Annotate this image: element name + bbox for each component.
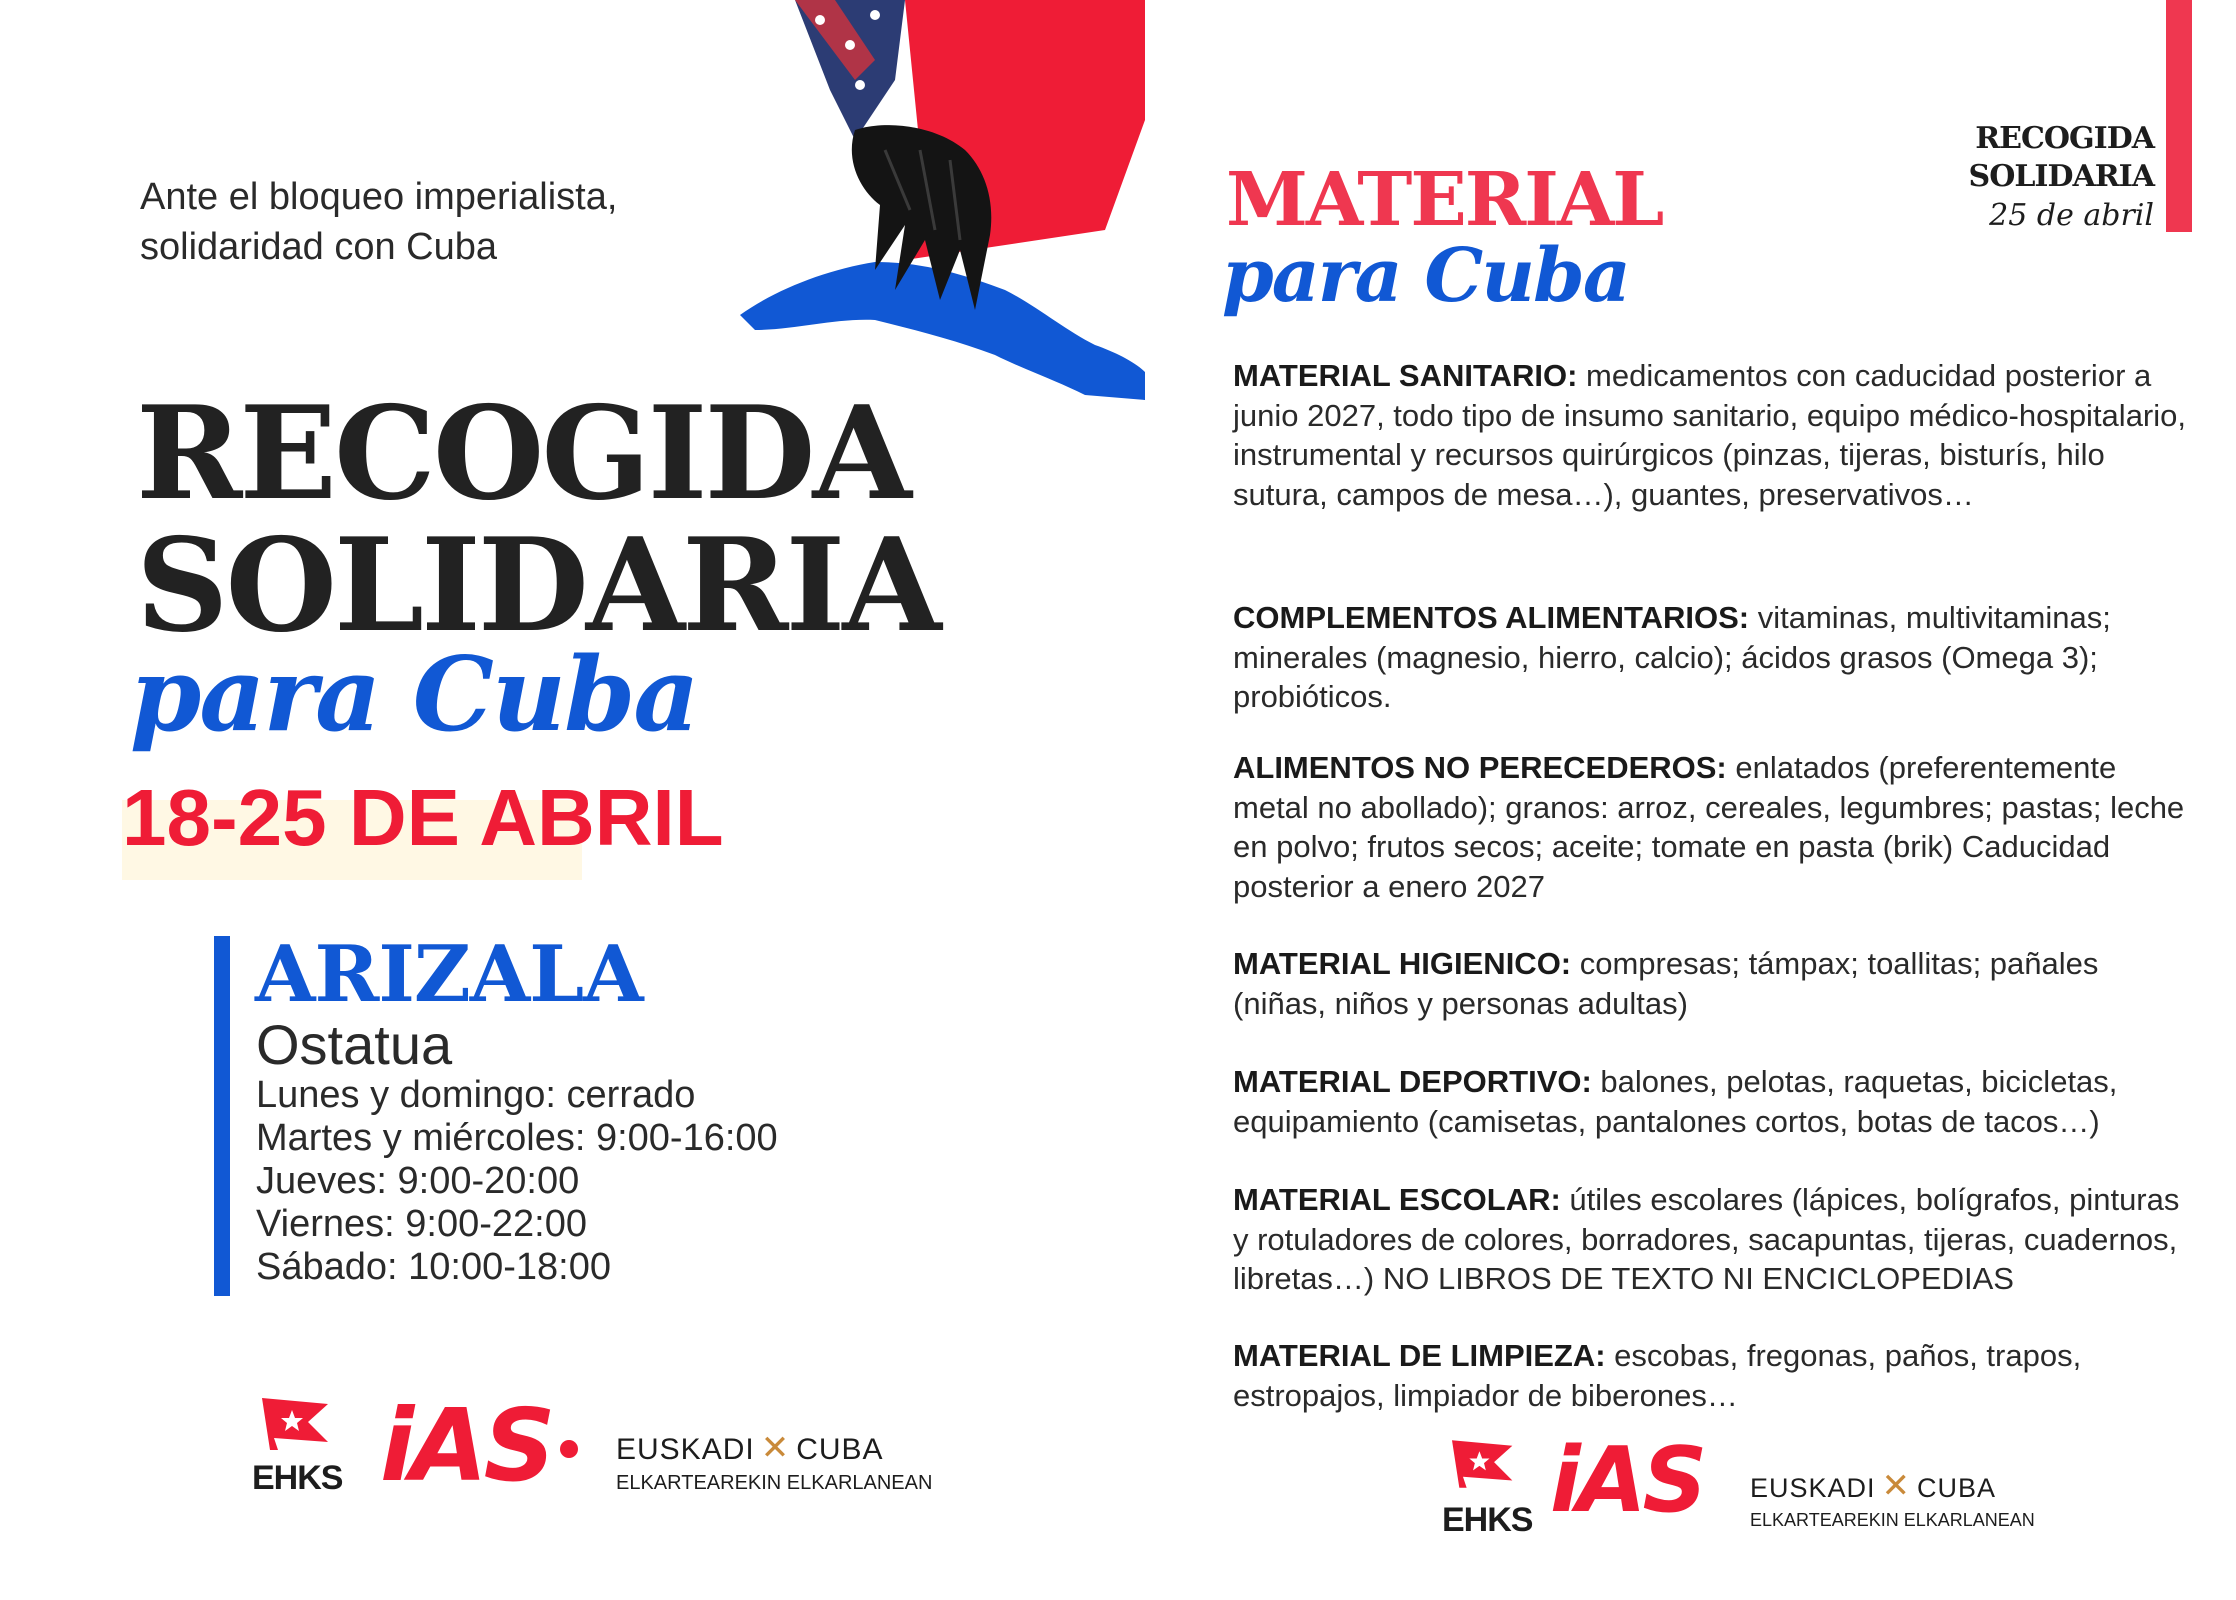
euskadi-cuba-logo [1750, 1466, 2035, 1531]
material-text: vitaminas, multivitaminas; minerales (magnesio, hierro, calcio); ácidos grasos (Omega 3); probióticos. [1233, 600, 2111, 714]
intro-line-2: solidaridad con Cuba [140, 226, 498, 268]
ehks-logo [1442, 1440, 1542, 1540]
title-line-2: SOLIDARIA [136, 511, 939, 661]
material-text: balones, pelotas, raquetas, bicicletas, equipamiento (camisetas, pantalones cortos, botas de tacos…) [1233, 1064, 2118, 1139]
ec-subtitle: ELKARTEAREKIN ELKARLANEAN [1750, 1510, 2035, 1530]
material-text: escobas, fregonas, paños, trapos, estropajos, limpiador de biberones… [1233, 1338, 2082, 1413]
star-icon: ✕ [760, 1429, 791, 1467]
material-text: compresas; támpax; toallitas; pañales (niñas, niños y personas adultas) [1233, 946, 2099, 1021]
material-subtitle: para Cuba [1222, 233, 1629, 319]
ehks-logo [252, 1398, 352, 1498]
ias-logo: iAS [1550, 1428, 1704, 1533]
hours-line: Martes y miércoles: 9:00-16:00 [256, 1117, 778, 1159]
material-heading: COMPLEMENTOS ALIMENTARIOS: [1233, 600, 1750, 635]
tag-line-2: SOLIDARIA [1968, 159, 2154, 194]
material-item [1233, 598, 2193, 717]
tag-line-1: RECOGIDA [1975, 121, 2154, 156]
material-heading: MATERIAL SANITARIO: [1233, 358, 1578, 393]
ehks-text: EHKS [1442, 1501, 1533, 1539]
event-dates: 18-25 DE ABRIL [122, 773, 724, 862]
ec-left-text: EUSKADI [1750, 1473, 1876, 1503]
ec-right-text: CUBA [796, 1433, 884, 1466]
material-title: MATERIAL [1226, 157, 1663, 243]
hours-line: Jueves: 9:00-20:00 [256, 1160, 580, 1202]
material-heading: ALIMENTOS NO PERECEDEROS: [1233, 750, 1727, 785]
ec-right-text: CUBA [1917, 1473, 1997, 1503]
tag-date: 25 de abril [1989, 198, 2154, 233]
intro-line-1: Ante el bloqueo imperialista, [140, 176, 618, 218]
ehks-text: EHKS [252, 1459, 343, 1497]
material-heading: MATERIAL HIGIENICO: [1233, 946, 1572, 981]
material-heading: MATERIAL DEPORTIVO: [1233, 1064, 1592, 1099]
location-accent-bar [214, 936, 230, 1296]
star-icon: ✕ [1881, 1467, 1912, 1505]
main-title [136, 379, 939, 661]
material-item [1233, 748, 2193, 906]
material-text: enlatados (preferentemente metal no abollado); granos: arroz, cereales, legumbres; pastas; leche en polvo; frutos secos; aceite; tomate en pasta (brik) Caducidad posterior a enero 2027 [1233, 750, 2185, 904]
material-text: útiles escolares (lápices, bolígrafos, pinturas y rotuladores de colores, borradores, sacapuntas, tijeras, cuadernos, libretas…) NO LIBROS DE TEXTO NI ENCICLOPEDIAS [1233, 1182, 2180, 1296]
ias-logo: iAS [380, 1387, 552, 1504]
location-venue: Ostatua [256, 1013, 453, 1076]
location-city: ARIZALA [255, 929, 643, 1020]
blockade-claw-illustration [735, 0, 1145, 400]
ec-left-text: EUSKADI [616, 1433, 755, 1466]
material-item [1233, 1180, 2193, 1299]
flag-icon [1452, 1440, 1516, 1488]
intro-text [140, 172, 617, 272]
corner-tag [1969, 120, 2154, 236]
material-text: medicamentos con caducidad posterior a junio 2027, todo tipo de insumo sanitario, equipo médico-hospitalario, instrumental y recursos quirúrgicos (pinzas, tijeras, bisturís, hilo sutura, campos de mesa…), guantes, preservativos… [1233, 358, 2186, 512]
ec-subtitle: ELKARTEAREKIN ELKARLANEAN [616, 1472, 933, 1494]
material-item [1233, 944, 2193, 1023]
separator-dot [560, 1440, 578, 1458]
flag-icon [262, 1398, 332, 1450]
title-subtitle: para Cuba [130, 635, 698, 755]
hours-line: Lunes y domingo: cerrado [256, 1074, 696, 1116]
material-heading: MATERIAL DE LIMPIEZA: [1233, 1338, 1606, 1373]
material-item [1233, 1336, 2193, 1415]
material-item [1233, 1062, 2193, 1141]
opening-hours [256, 1074, 778, 1289]
title-line-1: RECOGIDA [136, 379, 909, 529]
material-heading: MATERIAL ESCOLAR: [1233, 1182, 1561, 1217]
hours-line: Viernes: 9:00-22:00 [256, 1203, 587, 1245]
corner-accent-bar [2166, 0, 2192, 232]
euskadi-cuba-logo [616, 1428, 932, 1495]
hours-line: Sábado: 10:00-18:00 [256, 1246, 611, 1288]
material-item [1233, 356, 2193, 514]
